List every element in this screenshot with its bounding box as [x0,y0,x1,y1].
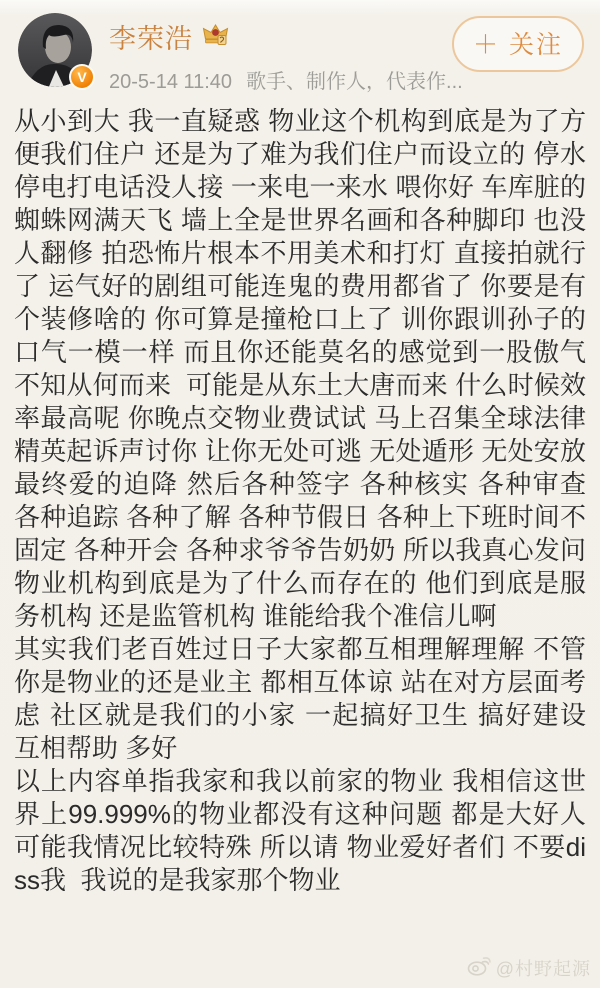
vip-crown-icon [202,23,229,52]
post-paragraph: 从小到大 我一直疑惑 物业这个机构到底是为了方便我们住户 还是为了难为我们住户而设立的 停水停电打电话没人接 一来电一来水 喂你好 车库脏的蜘蛛网满天飞 墙上全是世界名画和各种脚印 也没人翻修 拍恐怖片根本不用美术和打灯 直接拍就行了 运气好的剧组可能连鬼的费用都省了 你要是有个装修啥的 你可算是撞枪口上了 训你跟训孙子的口气一模一样 而且你还能莫名的感觉到一股傲气 不知从何而来 可能是从东土大唐而来 什么时候效率最高呢 你晚点交物业费试试 马上召集全球法律精英起诉声讨你 让你无处可逃 无处遁形 无处安放 最终爱的迫降 然后各种签字 各种核实 各种审查 各种追踪 各种了解 各种节假日 各种上下班时间不固定 各种开会 各种求爷爷告奶奶 所以我真心发问 物业机构到底是为了什么而存在的 他们到底是服务机构 还是监管机构 谁能给我个准信儿啊 [14,106,594,631]
author-block [109,13,463,94]
post-meta [109,65,463,94]
watermark [467,955,591,981]
post-content [0,94,600,897]
post-header [0,0,600,94]
post-time: 20-5-14 11:40 [109,71,233,93]
post-paragraph: 以上内容单指我家和我以前家的物业 我相信这世界上99.999%的物业都没有这种问题 都是大好人 可能我情况比较特殊 所以请 物业爱好者们 不要diss我 我说的是我家那个物业 [14,766,594,895]
author-description: 歌手、制作人，代表作... [246,71,463,93]
watermark-text: @村野起源 [495,959,591,979]
verified-v-badge: V [69,64,95,90]
author-name[interactable]: 李荣浩 [109,24,193,54]
author-avatar[interactable] [18,13,92,87]
weibo-logo-icon [467,956,491,981]
follow-button[interactable]: ＋ 关注 [452,16,584,72]
post-paragraph: 其实我们老百姓过日子大家都互相理解理解 不管你是物业的还是业主 都相互体谅 站在对方层面考虑 社区就是我们的小家 一起搞好卫生 搞好建设 互相帮助 多好 [14,634,594,763]
